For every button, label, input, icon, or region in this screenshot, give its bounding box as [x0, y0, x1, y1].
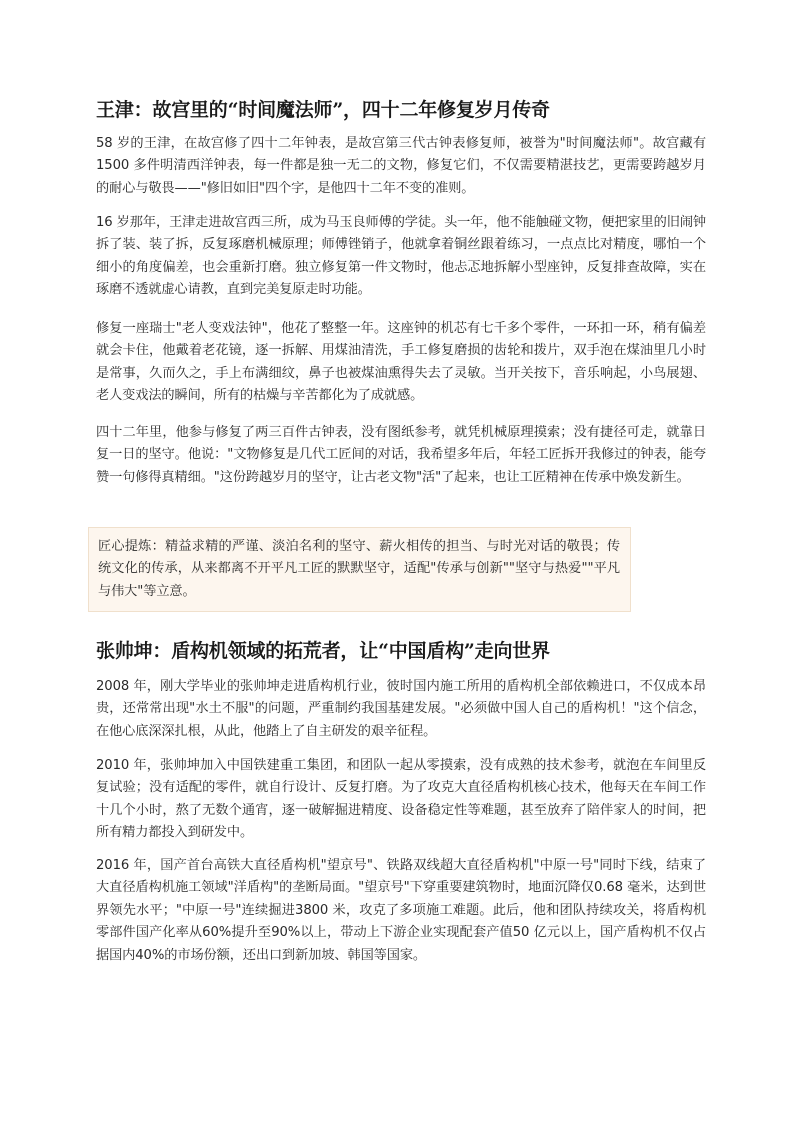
paragraph-wang-jin-intro: 58 岁的王津，在故宫修了四十二年钟表，是故宫第三代古钟表修复师，被誉为"时间魔法师"。故宫藏有1500 多件明清西洋钟表，每一件都是独一无二的文物，修复它们，不仅需要精湛技艺，更需要跨越岁月的耐心与敬畏——"修旧如旧"四个字，是他四十二年不变的准则。	[96, 136, 706, 196]
paragraph-wang-jin-legacy: 四十二年里，他参与修复了两三百件古钟表，没有图纸参考，就凭机械原理摸索；没有捷径可走，就靠日复一日的坚守。他说："文物修复是几代工匠间的对话，我希望多年后，年轻工匠拆开我修过的钟表，能夸赞一句修得真精细。"这份跨越岁月的坚守，让古老文物"活"了起来，也让工匠精神在传承中焕发新生。	[96, 425, 706, 485]
paragraph-zhang-intro: 2008 年，刚大学毕业的张帅坤走进盾构机行业，彼时国内施工所用的盾构机全部依赖进口，不仅成本昂贵，还常常出现"水土不服"的问题，严重制约我国基建发展。"必须做中国人自己的盾构机！"这个信念，在他心底深深扎根，从此，他踏上了自主研发的艰辛征程。	[96, 679, 706, 739]
paragraph-zhang-achievement: 2016 年，国产首台高铁大直径盾构机"望京号"、铁路双线超大直径盾构机"中原一号"同时下线，结束了大直径盾构机施工领域"洋盾构"的垄断局面。"望京号"下穿重要建筑物时，地面沉降仅0.68 毫米，达到世界领先水平；"中原一号"连续掘进3800 米，攻克了多项施工难题。此后，他和团队持续攻关，将盾构机零部件国产化率从60%提升至90%以上，带动上下游企业实现配套产值50 亿元以上，国产盾构机不仅占据国内40%的市场份额，还出口到新加坡、韩国等国家。	[96, 858, 706, 963]
paragraph-wang-jin-apprentice: 16 岁那年，王津走进故宫西三所，成为马玉良师傅的学徒。头一年，他不能触碰文物，便把家里的旧闹钟拆了装、装了拆，反复琢磨机械原理；师傅锉销子，他就拿着铜丝跟着练习，一点点比对精度，哪怕一个细小的角度偏差，也会重新打磨。独立修复第一件文物时，他忐忑地拆解小型座钟，反复排查故障，实在琢磨不透就虚心请教，直到完美复原走时功能。	[96, 215, 706, 298]
paragraph-zhang-research: 2010 年，张帅坤加入中国铁建重工集团，和团队一起从零摸索，没有成熟的技术参考，就泡在车间里反复试验；没有适配的零件，就自行设计、反复打磨。为了攻克大直径盾构机核心技术，他每天在车间工作十几个小时，熬了无数个通宵，逐一破解掘进精度、设备稳定性等难题，甚至放弃了陪伴家人的时间，把所有精力都投入到研发中。	[96, 758, 706, 841]
craftsmanship-note-text: 匠心提炼：精益求精的严谨、淡泊名利的坚守、薪火相传的担当、与时光对话的敬畏；传统文化的传承，从来都离不开平凡工匠的默默坚守，适配"传承与创新""坚守与热爱""平凡与伟大"等立意。	[98, 539, 620, 599]
section-title-zhang-shuaikun: 张帅坤：盾构机领域的拓荒者，让“中国盾构”走向世界	[96, 640, 550, 662]
section-title-wang-jin: 王津：故宫里的“时间魔法师”，四十二年修复岁月传奇	[96, 99, 550, 121]
paragraph-wang-jin-clock-repair: 修复一座瑞士"老人变戏法钟"，他花了整整一年。这座钟的机芯有七千多个零件，一环扣一环，稍有偏差就会卡住，他戴着老花镜，逐一拆解、用煤油清洗，手工修复磨损的齿轮和拨片，双手泡在煤油里几小时是常事，久而久之，手上布满细纹，鼻子也被煤油熏得失去了灵敏。当开关按下，音乐响起，小鸟展翅、老人变戏法的瞬间，所有的枯燥与辛苦都化为了成就感。	[96, 321, 706, 404]
craftsmanship-note-box	[88, 527, 631, 612]
